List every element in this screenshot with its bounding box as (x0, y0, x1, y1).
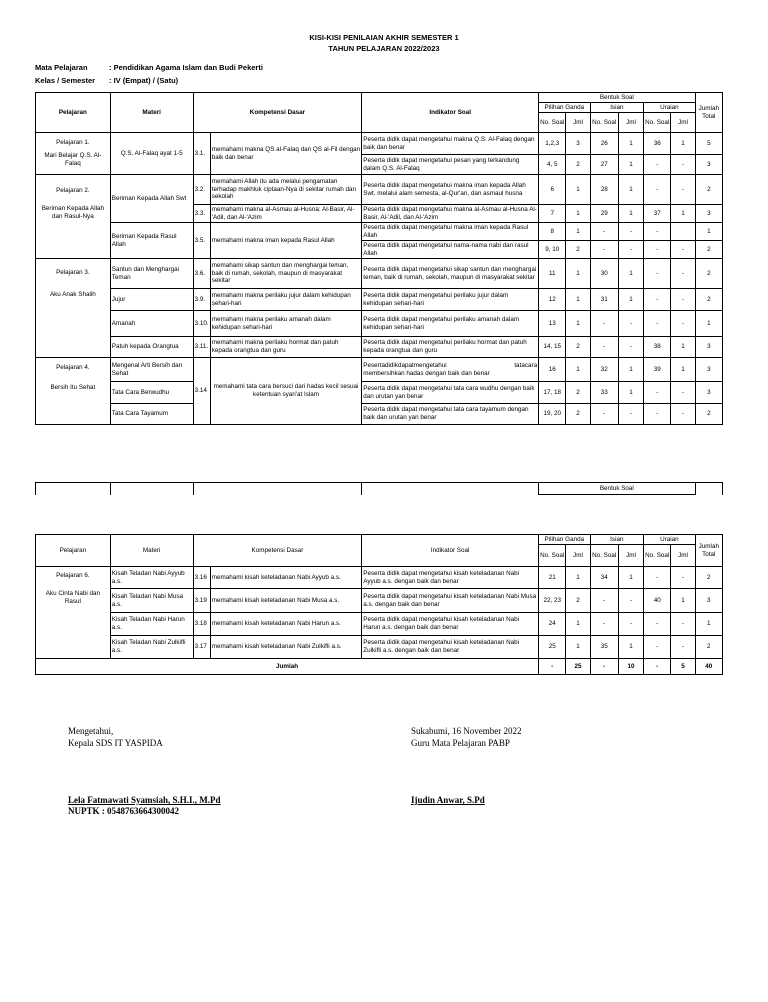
col-materi: Materi (110, 93, 193, 133)
pg-no: 16 (539, 358, 566, 382)
total-cell: 2 (695, 175, 722, 205)
pelajaran-subtitle: Beriman Kepada Allah dan Rasul-Nya (41, 204, 105, 220)
document-title: KISI-KISI PENILAIAN AKHIR SEMESTER 1 (309, 33, 459, 42)
isian-jml: 1 (618, 175, 643, 205)
isian-jml: - (618, 241, 643, 259)
kisi-table-1 (35, 92, 723, 425)
uraian-no: - (644, 382, 671, 404)
uraian-no: - (644, 155, 671, 175)
col-pilihan-ganda: Pilihan Ganda (539, 535, 591, 545)
isian-no: - (590, 404, 618, 425)
total-cell: 2 (695, 241, 722, 259)
pg-jml: 2 (566, 382, 590, 404)
col-jml: Jml (671, 545, 695, 567)
kisi-table-2 (35, 482, 723, 675)
uraian-no: 37 (644, 205, 671, 223)
materi-cell: Amanah (110, 311, 193, 337)
pelajaran-cell (36, 133, 111, 175)
uraian-no: - (644, 613, 671, 636)
meta-mapel-label: Mata Pelajaran (35, 63, 88, 72)
pg-no: 19, 20 (539, 404, 566, 425)
table-row (36, 133, 723, 155)
total-cell: 2 (695, 636, 722, 659)
col-jml: Jml (671, 113, 695, 133)
kd-number: 3.3. (193, 205, 210, 223)
indikator-cell: Peserta didik dapat mengetahui perilaku amanah dalam kehidupan sehari-hari (362, 311, 539, 337)
pg-jml: 1 (566, 223, 590, 241)
isian-jml: 10 (618, 659, 643, 675)
isian-jml: - (618, 311, 643, 337)
total-cell: 3 (695, 382, 722, 404)
materi-cell: Kisah Teladan Nabi Zulkifli a.s. (110, 636, 193, 659)
isian-jml: 1 (618, 636, 643, 659)
pelajaran-title: Pelajaran 2. (56, 187, 90, 194)
isian-no: - (590, 613, 618, 636)
kd-number: 3.16 (193, 567, 210, 589)
pg-jml: 2 (566, 404, 590, 425)
indikator-cell: Peserta didik dapat mengetahui sikap santun dan menghargai teman, baik di rumah, sekolah, maupun di masyarakat sekitar (362, 259, 539, 289)
pelajaran-title: Pelajaran 4. (56, 364, 90, 371)
table-row (36, 567, 723, 589)
pg-jml: 2 (566, 241, 590, 259)
pg-no: 14, 15 (539, 337, 566, 358)
indikator-cell: Peserta didik dapat mengetahui perilaku hormat dan patuh kepada orangtua dan guru (362, 337, 539, 358)
isian-no: 27 (590, 155, 618, 175)
uraian-jml: - (671, 636, 695, 659)
pg-no: 12 (539, 289, 566, 311)
uraian-jml: 5 (671, 659, 695, 675)
total-cell: 3 (695, 358, 722, 382)
total-cell: 3 (695, 155, 722, 175)
kd-number: 3.9. (193, 289, 210, 311)
isian-jml: 1 (618, 155, 643, 175)
kd-number: 3.1. (193, 133, 210, 175)
indikator-cell: Peserta didik dapat mengetahui makna Q.S. Al-Falaq dengan baik dan benar (362, 133, 539, 155)
indikator-cell: Peserta didik dapat mengetahui pesan yang terkandung dalam Q.S. Al-Falaq (362, 155, 539, 175)
isian-jml: 1 (618, 289, 643, 311)
col-pelajaran: Pelajaran (36, 535, 111, 567)
isian-no: 26 (590, 133, 618, 155)
isian-jml: - (618, 613, 643, 636)
kd-cell: memahami kisah keteladanan Nabi Ayyub a.s. (210, 567, 362, 589)
pg-no: 11 (539, 259, 566, 289)
kd-number: 3.2. (193, 175, 210, 205)
pg-jml: 1 (566, 289, 590, 311)
col-no-soal: No. Soal (590, 545, 618, 567)
indikator-text: tatacara (514, 361, 538, 369)
materi-cell: Patuh kepada Orangtua (110, 337, 193, 358)
kd-cell: memahami makna perilaku amanah dalam kehidupan sehari-hari (210, 311, 362, 337)
pelajaran-cell (36, 358, 111, 425)
signature-right-line1: Sukabumi, 16 November 2022 (411, 726, 522, 736)
col-jumlah-total: Jumlah Total (695, 535, 722, 567)
uraian-jml: 1 (671, 337, 695, 358)
pg-no: 7 (539, 205, 566, 223)
col-jml: Jml (566, 545, 590, 567)
uraian-no: 36 (644, 133, 671, 155)
uraian-jml: 1 (671, 205, 695, 223)
meta-mapel (35, 63, 263, 72)
col-no-soal: No. Soal (539, 545, 566, 567)
pg-jml: 1 (566, 175, 590, 205)
indikator-cell: Peserta didik dapat mengetahui kisah keteladanan Nabi Zulkifli a.s. dengan baik dan benar (362, 636, 539, 659)
kd-number: 3.11. (193, 337, 210, 358)
indikator-text: membersihkan hadas dengan baik dan benar (363, 369, 490, 377)
total-cell: 3 (695, 205, 722, 223)
table-row (36, 358, 723, 382)
pg-no: 13 (539, 311, 566, 337)
total-cell: 1 (695, 311, 722, 337)
pelajaran-subtitle: Aku Cinta Nabi dan Rasul (45, 589, 100, 605)
kd-number: 3.14 (193, 358, 210, 425)
col-no-soal: No. Soal (644, 545, 671, 567)
col-pilihan-ganda: Pilihan Ganda (539, 103, 591, 113)
kd-cell: memahami kisah keteladanan Nabi Zulkifli a.s. (210, 636, 362, 659)
indikator-cell: Peserta didik dapat mengetahui nama-nama nabi dan rasul Allah (362, 241, 539, 259)
table-row (36, 337, 723, 358)
isian-no: - (590, 589, 618, 613)
signature-left-nuptk: NUPTK : 0548763664300042 (68, 806, 179, 816)
uraian-jml: - (671, 311, 695, 337)
isian-jml: 1 (618, 358, 643, 382)
materi-cell: Kisah Teladan Nabi Ayyub a.s. (110, 567, 193, 589)
uraian-jml: - (671, 382, 695, 404)
isian-no: - (590, 311, 618, 337)
table-header-row (36, 483, 723, 495)
table-row (36, 636, 723, 659)
pg-jml: 1 (566, 358, 590, 382)
pg-no: 6 (539, 175, 566, 205)
indikator-cell: Peserta didik dapat mengetahui makna iman kepada Rasul Allah (362, 223, 539, 241)
col-isian: Isian (590, 535, 644, 545)
pg-jml: 1 (566, 636, 590, 659)
indikator-text: Pesertadidikdapatmengetahui (363, 361, 447, 369)
kd-number: 3.18 (193, 613, 210, 636)
isian-jml: 1 (618, 567, 643, 589)
kd-cell: memahami kisah keteladanan Nabi Musa a.s. (210, 589, 362, 613)
uraian-no: - (644, 241, 671, 259)
isian-no: 35 (590, 636, 618, 659)
pelajaran-cell (36, 567, 111, 659)
col-indikator: Indikator Soal (362, 535, 539, 567)
meta-kelas-label: Kelas / Semester (35, 76, 96, 85)
table-row (36, 382, 723, 404)
pg-no: 24 (539, 613, 566, 636)
isian-no: - (590, 223, 618, 241)
kd-number: 3.19 (193, 589, 210, 613)
col-materi: Materi (110, 535, 193, 567)
signature-left-line1: Mengetahui, (68, 726, 114, 736)
kd-number: 3.5. (193, 223, 210, 259)
col-kompetensi-dasar: Kompetensi Dasar (193, 535, 362, 567)
signature-right-name: Ijudin Anwar, S.Pd (411, 795, 485, 805)
materi-cell: Jujur (110, 289, 193, 311)
uraian-no: - (644, 223, 671, 241)
isian-no: - (590, 659, 618, 675)
pelajaran-cell (36, 175, 111, 259)
isian-jml: - (618, 589, 643, 613)
indikator-cell: Peserta didik dapat mengetahui kisah keteladanan Nabi Musa a.s. dengan baik dan benar (362, 589, 539, 613)
pg-no: - (539, 659, 566, 675)
uraian-jml: - (671, 404, 695, 425)
pg-no: 21 (539, 567, 566, 589)
kd-cell: memahami makna perilaku hormat dan patuh kepada orangtua dan guru (210, 337, 362, 358)
uraian-no: - (644, 636, 671, 659)
total-cell: 1 (695, 223, 722, 241)
total-cell: 2 (695, 404, 722, 425)
isian-no: 31 (590, 289, 618, 311)
materi-cell: Mengenal Arti Bersih dan Sehat (110, 358, 193, 382)
uraian-jml: - (671, 259, 695, 289)
uraian-no: - (644, 289, 671, 311)
pg-jml: 2 (566, 589, 590, 613)
total-cell: 5 (695, 133, 722, 155)
kd-cell: memahami sikap santun dan menghargai teman, baik di rumah, sekolah, maupun di masyarakat sekitar (210, 259, 362, 289)
kd-cell: memahami Allah itu ada melalui pengamatan terhadap makhluk ciptaan-Nya di sekitar rumah dan sekolah (210, 175, 362, 205)
uraian-jml: - (671, 175, 695, 205)
uraian-no: - (644, 567, 671, 589)
isian-jml: - (618, 404, 643, 425)
signature-right-line2: Guru Mata Pelajaran PABP (411, 738, 510, 748)
uraian-jml: - (671, 241, 695, 259)
indikator-cell: Peserta didik dapat mengetahui makna al-Asmau al-Husna Al-Basir, Al-'Adil, dan Al-'Azim (363, 205, 537, 221)
pg-no: 4, 5 (539, 155, 566, 175)
pg-no: 25 (539, 636, 566, 659)
kd-cell: memahami makna perilaku jujur dalam kehidupan sehari-hari (210, 289, 362, 311)
indikator-cell: Peserta didik dapat mengetahui kisah keteladanan Nabi Ayyub a.s. dengan baik dan benar (362, 567, 539, 589)
uraian-jml: - (671, 289, 695, 311)
total-cell: 3 (695, 337, 722, 358)
col-no-soal: No. Soal (644, 113, 671, 133)
pg-jml: 2 (566, 337, 590, 358)
isian-jml: - (618, 337, 643, 358)
uraian-jml: 1 (671, 133, 695, 155)
isian-no: 29 (590, 205, 618, 223)
isian-no: 33 (590, 382, 618, 404)
col-uraian: Uraian (644, 535, 696, 545)
isian-jml: 1 (618, 259, 643, 289)
kd-cell: memahami makna iman kepada Rasul Allah (210, 223, 362, 259)
pg-jml: 1 (566, 205, 590, 223)
pelajaran-title: Pelajaran 1. (56, 139, 90, 147)
isian-no: - (590, 337, 618, 358)
pg-jml: 1 (566, 311, 590, 337)
col-pelajaran: Pelajaran (36, 93, 111, 133)
meta-kelas (35, 76, 178, 85)
kd-number: 3.6. (193, 259, 210, 289)
page-break-gap (36, 495, 723, 535)
uraian-no: - (644, 659, 671, 675)
uraian-no: 39 (644, 358, 671, 382)
col-no-soal: No. Soal (590, 113, 618, 133)
uraian-no: - (644, 175, 671, 205)
kd-number: 3.17 (193, 636, 210, 659)
col-kompetensi-dasar: Kompetensi Dasar (193, 93, 362, 133)
isian-no: - (590, 241, 618, 259)
uraian-jml (671, 223, 695, 241)
indikator-cell (362, 358, 539, 382)
isian-jml: 1 (618, 382, 643, 404)
table-header-row (36, 93, 723, 103)
uraian-no: 40 (644, 589, 671, 613)
uraian-jml: - (671, 567, 695, 589)
indikator-cell: Peserta didik dapat mengetahui kisah keteladanan Nabi Harun a.s. dengan baik dan benar (362, 613, 539, 636)
pelajaran-title: Pelajaran 6. (56, 572, 90, 579)
jumlah-label: Jumlah (36, 659, 539, 675)
pelajaran-title: Pelajaran 3. (56, 269, 90, 276)
pg-jml: 1 (566, 567, 590, 589)
col-bentuk-soal: Bentuk Soal (539, 93, 696, 103)
total-cell: 2 (695, 289, 722, 311)
total-cell: 1 (695, 613, 722, 636)
pg-no: 22, 23 (539, 589, 566, 613)
col-jml: Jml (566, 113, 590, 133)
uraian-jml: 1 (671, 589, 695, 613)
col-jml: Jml (618, 545, 643, 567)
uraian-jml: - (671, 155, 695, 175)
table-row (36, 589, 723, 613)
isian-no: 30 (590, 259, 618, 289)
col-uraian: Uraian (644, 103, 696, 113)
col-indikator: Indikator Soal (362, 93, 539, 133)
pelajaran-subtitle: Mari Belajar Q.S. Al-Falaq (44, 152, 102, 167)
pelajaran-subtitle: Aku Anak Shalih (49, 290, 96, 298)
pelajaran-cell (36, 259, 111, 358)
pg-jml: 1 (566, 613, 590, 636)
materi-cell: Kisah Teladan Nabi Musa a.s. (110, 589, 193, 613)
kd-cell: memahami kisah keteladanan Nabi Harun a.s. (210, 613, 362, 636)
materi-cell: Q.S. Al-Falaq ayat 1-5 (110, 133, 193, 175)
uraian-no: - (644, 259, 671, 289)
materi-cell: Tata Cara Berwudhu (110, 382, 193, 404)
col-jml: Jml (618, 113, 643, 133)
table-row (36, 613, 723, 636)
table-row (36, 289, 723, 311)
pelajaran-subtitle: Bersih Itu Sehat (50, 383, 96, 391)
total-cell: 2 (695, 567, 722, 589)
isian-no: 32 (590, 358, 618, 382)
table-row (36, 404, 723, 425)
uraian-no: 38 (644, 337, 671, 358)
materi-cell: Santun dan Menghargai Teman (110, 259, 193, 289)
col-no-soal: No. Soal (539, 113, 566, 133)
pg-no: 17, 18 (539, 382, 566, 404)
total-cell: 2 (695, 259, 722, 289)
indikator-cell: Peserta didik dapat mengetahui makna iman kepada Allah Swt. melalui alam semesta, al-Qur'an, dan asmaul husna (362, 175, 539, 205)
signature-left-line2: Kepala SDS IT YASPIDA (68, 738, 163, 748)
total-cell: 3 (695, 589, 722, 613)
meta-kelas-value: : IV (Empat) / (Satu) (109, 76, 179, 85)
kd-cell: memahami makna al-Asmau al-Husna: Al-Basir, Al-'Adil, dan Al-'Azim (210, 205, 362, 223)
uraian-jml: 1 (671, 358, 695, 382)
jumlah-row (36, 659, 723, 675)
uraian-no: - (644, 311, 671, 337)
kd-cell: memahami makna QS al-Falaq dan QS al-Fil dengan baik dan benar (210, 133, 362, 175)
kd-cell: memahami tata cara bersuci dari hadas kecil sesuai ketentuan syari'at Islam (210, 358, 362, 425)
table-header-row (36, 535, 723, 545)
meta-mapel-value: : Pendidikan Agama Islam dan Budi Pekerti (109, 63, 263, 72)
materi-cell: Beriman Kepada Rasul Allah (110, 223, 193, 259)
signature-left-name: Lela Fatmawati Syamsiah, S.H.I., M.Pd (68, 795, 221, 805)
kd-number: 3.10. (193, 311, 210, 337)
indikator-cell: Peserta didik dapat mengetahui tata cara wudhu dengan baik dan urutan yan benar (362, 382, 539, 404)
isian-no: 28 (590, 175, 618, 205)
isian-no: 34 (590, 567, 618, 589)
col-bentuk-soal: Bentuk Soal (539, 483, 696, 495)
uraian-jml: - (671, 613, 695, 636)
total-cell: 40 (695, 659, 722, 675)
indikator-cell: Peserta didik dapat mengetahui perilaku jujur dalam kehidupan sehari-hari (362, 289, 539, 311)
uraian-no: - (644, 404, 671, 425)
col-jumlah-total: Jumlah Total (695, 93, 722, 133)
table-row (36, 311, 723, 337)
indikator-cell: Peserta didik dapat mengetahui tata cara tayamum dengan baik dan urutan yan benar (362, 404, 539, 425)
pg-jml: 2 (566, 155, 590, 175)
isian-jml: 1 (618, 133, 643, 155)
pg-no: 9, 10 (539, 241, 566, 259)
pg-jml: 1 (566, 259, 590, 289)
isian-jml: - (618, 223, 643, 241)
table-row (36, 223, 723, 241)
table-row (36, 175, 723, 205)
document-subtitle: TAHUN PELAJARAN 2022/2023 (328, 44, 440, 53)
isian-jml: 1 (618, 205, 643, 223)
col-isian: Isian (590, 103, 644, 113)
table-row (36, 259, 723, 289)
materi-cell: Beriman Kepada Allah Swt (110, 175, 193, 223)
pg-no: 8 (539, 223, 566, 241)
materi-cell: Tata Cara Tayamum (110, 404, 193, 425)
materi-cell: Kisah Teladan Nabi Harun a.s. (110, 613, 193, 636)
pg-jml: 3 (566, 133, 590, 155)
pg-no: 1,2,3 (539, 133, 566, 155)
pg-jml: 25 (566, 659, 590, 675)
